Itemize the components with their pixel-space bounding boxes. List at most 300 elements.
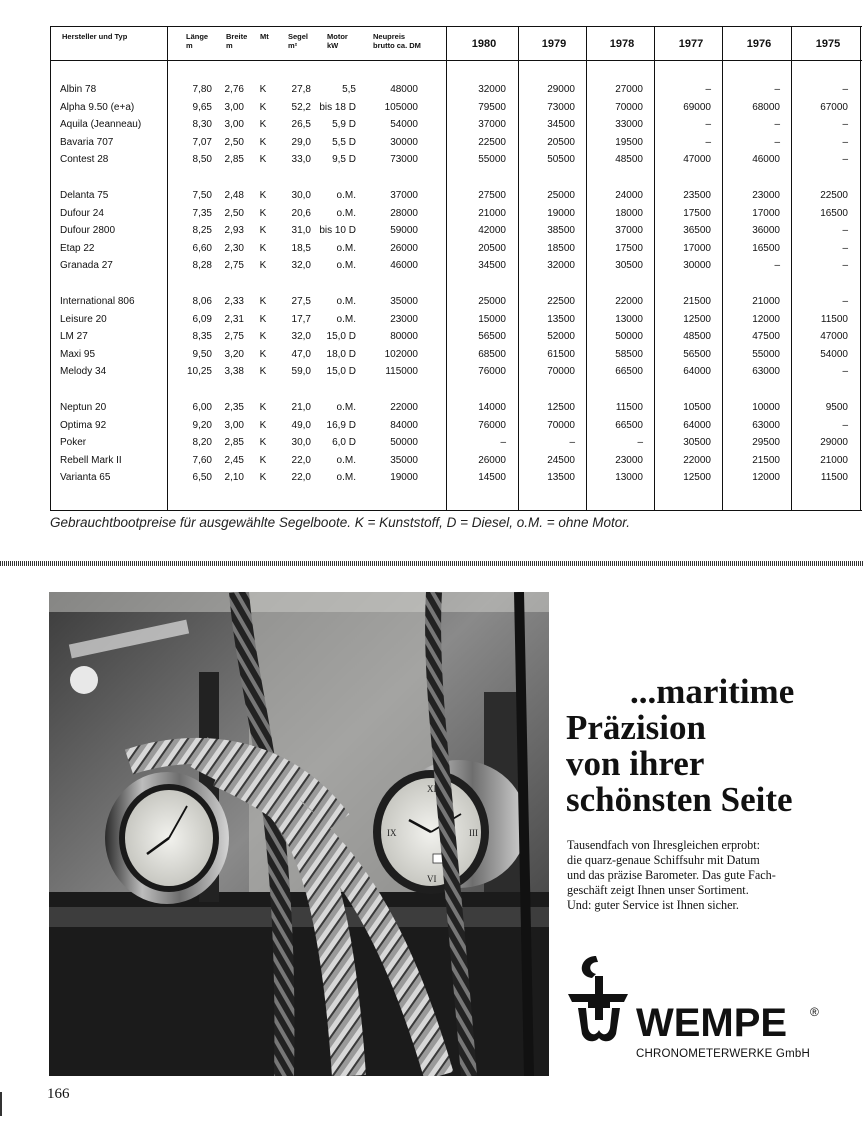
registered-mark: ® [810,1005,819,1019]
cell-price: 23000 [390,313,418,325]
cell-used-price: 55000 [752,348,780,360]
cell-used-price: 47000 [683,154,711,166]
cell-sail: 32,0 [291,260,311,272]
cell-length: 6,09 [192,313,212,325]
cell-length: 9,50 [192,348,212,360]
cell-used-price: 23000 [615,454,643,466]
cell-length: 8,25 [192,225,212,237]
cell-mt: K [259,119,267,131]
cell-price: 115000 [385,366,418,378]
cell-used-price: 24000 [615,190,643,201]
cell-used-price: 14000 [478,402,506,413]
body-line: Und: guter Service ist Ihnen sicher. [567,898,739,912]
cell-used-price: 69000 [683,101,711,113]
cell-used-price: 73000 [547,101,575,113]
cell-used-price: 58500 [615,348,643,360]
cell-used-price: 16500 [820,207,848,219]
cell-name: International 806 [60,296,135,307]
cell-used-price: – [774,84,780,95]
cell-engine: 15,0 D [326,366,356,378]
table-border-right [860,26,861,511]
cell-length: 7,50 [192,190,212,201]
header-length-unit: m [186,41,193,50]
cell-used-price: 34500 [547,119,575,131]
cell-used-price: 22500 [547,296,575,307]
header-year: 1978 [609,38,635,50]
cell-beam: 2,75 [224,331,244,343]
cell-used-price: 14500 [478,472,506,484]
cell-used-price: 29500 [752,437,780,449]
used-boat-price-table [50,26,862,511]
cell-used-price: 11500 [615,402,643,413]
cell-price: 102000 [384,348,418,360]
cell-engine: 9,5 D [332,154,356,166]
ad-body-text [567,838,817,913]
cell-price: 30000 [390,136,418,148]
cell-used-price: 27500 [478,190,506,201]
cell-name: Aquila (Jeanneau) [60,119,142,131]
cell-engine: 5,9 D [332,119,356,131]
header-beam [226,32,247,50]
cell-length: 9,65 [192,101,212,113]
cell-used-price: 17000 [683,242,711,254]
cell-engine: o.M. [336,472,356,484]
cell-mt: K [259,296,267,307]
cell-used-price: 32000 [478,84,506,95]
table-col-divider [654,26,655,511]
cell-used-price: 21500 [683,296,711,307]
cell-sail: 29,0 [291,136,311,148]
cell-engine: o.M. [336,190,356,201]
header-year: 1980 [471,38,497,50]
cell-used-price: 13000 [615,313,643,325]
cell-beam: 2,30 [224,242,244,254]
cell-used-price: 61500 [547,348,575,360]
cell-used-price: 64000 [683,366,711,378]
cell-sail: 59,0 [291,366,311,378]
cell-used-price: 12500 [683,313,711,325]
cell-price: 84000 [390,419,418,431]
header-material: Mt [260,32,269,41]
cell-mt: K [259,402,267,413]
cell-used-price: 29000 [547,84,575,95]
cell-used-price: – [774,119,780,131]
cell-price: 19000 [390,472,418,484]
table-top-rule [50,26,862,27]
cell-price: 59000 [390,225,418,237]
cell-mt: K [259,84,267,95]
cell-price: 35000 [390,296,418,307]
header-year: 1975 [815,38,841,50]
header-year: 1976 [746,38,772,50]
header-beam-unit: m [226,41,233,50]
cell-used-price: 18000 [615,207,643,219]
page-divider [0,561,864,566]
header-engine [327,32,348,50]
cell-name: Granada 27 [60,260,113,272]
cell-used-price: – [705,84,711,95]
cell-used-price: 17500 [683,207,711,219]
cell-beam: 3,00 [224,419,244,431]
cell-beam: 2,85 [224,154,244,166]
cell-name: Rebell Mark II [60,454,122,466]
cell-used-price: 70000 [615,101,643,113]
cell-used-price: 70000 [547,366,575,378]
cell-used-price: 23500 [683,190,711,201]
cell-used-price: – [842,136,848,148]
cell-length: 6,60 [192,242,212,254]
cell-mt: K [259,331,267,343]
cell-mt: K [259,419,267,431]
cell-sail: 20,6 [291,207,311,219]
header-length [186,32,208,50]
cell-length: 10,25 [186,366,212,378]
cell-sail: 32,0 [291,331,311,343]
header-sail [288,32,308,50]
cell-length: 8,50 [192,154,212,166]
cell-engine: 5,5 [342,84,356,95]
cell-used-price: 30000 [683,260,711,272]
cell-engine: o.M. [336,296,356,307]
cell-used-price: 36000 [752,225,780,237]
cell-used-price: – [842,366,848,378]
cell-used-price: 24500 [547,454,575,466]
cell-engine: o.M. [336,402,356,413]
cell-used-price: 10000 [752,402,780,413]
cell-mt: K [259,207,267,219]
cell-length: 8,30 [192,119,212,131]
wempe-anchor-icon [566,950,826,1045]
cell-used-price: 11500 [820,313,848,325]
cell-used-price: – [569,437,575,449]
cell-used-price: 13500 [547,313,575,325]
headline-line: schönsten Seite [566,780,793,819]
cell-used-price: 30500 [683,437,711,449]
cell-sail: 30,0 [291,190,311,201]
cell-name: Maxi 95 [60,348,96,360]
cell-beam: 3,38 [224,366,244,378]
cell-used-price: – [705,136,711,148]
cell-sail: 22,0 [291,472,311,484]
cell-used-price: – [842,419,848,431]
cell-used-price: 21000 [478,207,506,219]
header-engine-label: Motor [327,32,348,41]
header-manufacturer: Hersteller und Typ [62,32,128,41]
cell-name: Etap 22 [60,242,95,254]
header-price-new-sub: brutto ca. DM [373,41,421,50]
cell-mt: K [259,260,267,272]
cell-beam: 2,76 [224,84,244,95]
cell-used-price: 12000 [752,313,780,325]
cell-used-price: – [500,437,506,449]
cell-engine: 16,9 D [326,419,356,431]
cell-used-price: 76000 [478,419,506,431]
cell-engine: bis 10 D [319,225,356,237]
cell-used-price: 22000 [683,454,711,466]
cell-used-price: 22000 [615,296,643,307]
cell-used-price: 25000 [478,296,506,307]
headline-line: Präzision [566,708,706,747]
cell-length: 8,20 [192,437,212,449]
cell-engine: 6,0 D [332,437,356,449]
cell-beam: 2,10 [224,472,244,484]
cell-used-price: 16500 [752,242,780,254]
cell-price: 105000 [384,101,418,113]
cell-used-price: 9500 [825,402,848,413]
cell-beam: 2,35 [224,402,244,413]
cell-length: 7,60 [192,454,212,466]
cell-sail: 18,5 [291,242,311,254]
header-sail-label: Segel [288,32,309,41]
cell-used-price: 15000 [478,313,506,325]
cell-beam: 2,33 [224,296,244,307]
cell-used-price: – [637,437,643,449]
cell-used-price: 33000 [615,119,643,131]
cell-name: Melody 34 [60,366,107,378]
cell-mt: K [259,225,267,237]
cell-used-price: 21000 [820,454,848,466]
cell-mt: K [259,454,267,466]
cell-used-price: 76000 [478,366,506,378]
cell-used-price: 50000 [615,331,643,343]
cell-beam: 2,85 [224,437,244,449]
page-number: 166 [47,1086,70,1102]
cell-name: Dufour 2800 [60,225,116,237]
cell-used-price: – [705,119,711,131]
cell-length: 7,35 [192,207,212,219]
cell-price: 35000 [390,454,418,466]
cell-used-price: 12500 [683,472,711,484]
svg-text:XII: XII [427,784,440,794]
cell-price: 26000 [390,242,418,254]
page-edge-mark [0,1092,2,1116]
cell-used-price: – [842,225,848,237]
cell-used-price: 36500 [683,225,711,237]
cell-used-price: 66500 [615,366,643,378]
cell-sail: 21,0 [291,402,311,413]
cell-beam: 2,45 [224,454,244,466]
header-length-label: Länge [186,32,209,41]
table-col-divider [518,26,519,511]
body-line: geschäft zeigt Ihnen unser Sortiment. [567,883,749,897]
cell-used-price: 52000 [547,331,575,343]
cell-engine: 5,5 D [332,136,356,148]
cell-used-price: 68000 [752,101,780,113]
cell-price: 54000 [390,119,418,131]
cell-name: Alpha 9.50 (e+a) [60,101,135,113]
cell-used-price: 37000 [478,119,506,131]
cell-used-price: 66500 [615,419,643,431]
cell-used-price: 11500 [820,472,848,484]
cell-sail: 17,7 [291,313,311,325]
cell-used-price: 34500 [478,260,506,272]
cell-used-price: 38500 [547,225,575,237]
cell-length: 7,80 [192,84,212,95]
cell-price: 80000 [390,331,418,343]
table-col-divider [446,26,447,511]
cell-used-price: 21500 [752,454,780,466]
cell-used-price: 50500 [547,154,575,166]
cell-name: Albin 78 [60,84,97,95]
ad-headline [566,674,816,818]
cell-engine: o.M. [336,207,356,219]
cell-price: 50000 [390,437,418,449]
table-bottom-rule [50,510,862,511]
cell-used-price: 47500 [752,331,780,343]
cell-used-price: 67000 [820,101,848,113]
table-header-rule [50,60,862,61]
cell-name: Dufour 24 [60,207,104,219]
header-engine-unit: kW [327,41,339,50]
cell-used-price: 79500 [478,101,506,113]
cell-used-price: 46000 [752,154,780,166]
cell-used-price: 32000 [547,260,575,272]
cell-length: 7,07 [192,136,212,148]
table-border-left [50,26,51,511]
cell-sail: 27,8 [291,84,311,95]
brand-wordmark: WEMPE [636,1001,788,1045]
cell-beam: 2,50 [224,207,244,219]
cell-name: Delanta 75 [60,190,109,201]
cell-used-price: 19000 [547,207,575,219]
cell-sail: 49,0 [291,419,311,431]
cell-used-price: 63000 [752,366,780,378]
cell-engine: o.M. [336,242,356,254]
cell-beam: 2,75 [224,260,244,272]
body-line: Tausendfach von Ihresgleichen erprobt: [567,838,761,852]
cell-used-price: – [842,242,848,254]
cell-sail: 27,5 [291,296,311,307]
cell-mt: K [259,472,267,484]
cell-mt: K [259,437,267,449]
cell-used-price: 64000 [683,419,711,431]
cell-price: 28000 [390,207,418,219]
cell-used-price: – [842,296,848,307]
cell-engine: o.M. [336,454,356,466]
cell-used-price: 17000 [752,207,780,219]
cell-length: 8,28 [192,260,212,272]
table-col-divider [586,26,587,511]
cell-engine: o.M. [336,260,356,272]
cell-used-price: 22500 [820,190,848,201]
cell-mt: K [259,242,267,254]
brand-subtitle: CHRONOMETERWERKE GmbH [636,1048,810,1060]
cell-engine: o.M. [336,313,356,325]
cell-name: LM 27 [60,331,88,343]
cell-price: 37000 [390,190,418,201]
cell-sail: 31,0 [291,225,311,237]
svg-text:VI: VI [427,874,437,884]
ad-photo-clock-barometer [49,592,549,1076]
cell-used-price: 70000 [547,419,575,431]
cell-length: 8,06 [192,296,212,307]
cell-engine: 18,0 D [326,348,356,360]
cell-mt: K [259,366,267,378]
table-col-divider [167,26,168,511]
cell-price: 48000 [390,84,418,95]
cell-used-price: – [842,119,848,131]
cell-price: 73000 [390,154,418,166]
cell-price: 46000 [390,260,418,272]
cell-used-price: – [774,136,780,148]
cell-price: 22000 [390,402,418,413]
cell-beam: 3,20 [224,348,244,360]
cell-used-price: 63000 [752,419,780,431]
cell-used-price: – [842,260,848,272]
cell-name: Neptun 20 [60,402,107,413]
cell-used-price: 56500 [683,348,711,360]
cell-name: Varianta 65 [60,472,111,484]
cell-used-price: 27000 [615,84,643,95]
cell-mt: K [259,154,267,166]
header-price-new-label: Neupreis [373,32,406,41]
cell-sail: 30,0 [291,437,311,449]
table-col-divider [791,26,792,511]
cell-used-price: 23000 [752,190,780,201]
photo-illustration [49,592,549,1076]
body-line: und das präzise Barometer. Das gute Fach- [567,868,776,882]
cell-used-price: 68500 [478,348,506,360]
cell-used-price: 42000 [478,225,506,237]
header-price-new [373,32,421,50]
table-caption: Gebrauchtbootpreise für ausgewählte Segelboote. K = Kunststoff, D = Diesel, o.M. = ohne Motor. [50,515,630,530]
cell-used-price: 29000 [820,437,848,449]
headline-line: von ihrer [566,744,705,783]
cell-sail: 52,2 [291,101,311,113]
header-year: 1977 [678,38,704,50]
cell-name: Contest 28 [60,154,109,166]
cell-used-price: – [842,154,848,166]
cell-used-price: 26000 [478,454,506,466]
cell-engine: bis 18 D [319,101,356,113]
cell-sail: 33,0 [291,154,311,166]
cell-mt: K [259,348,267,360]
header-sail-unit: m² [288,41,298,50]
cell-beam: 2,93 [224,225,244,237]
cell-name: Bavaria 707 [60,136,114,148]
cell-used-price: 10500 [683,402,711,413]
cell-name: Optima 92 [60,419,107,431]
cell-used-price: 18500 [547,242,575,254]
cell-length: 8,35 [192,331,212,343]
cell-used-price: 48500 [615,154,643,166]
cell-length: 9,20 [192,419,212,431]
cell-sail: 22,0 [291,454,311,466]
cell-used-price: 37000 [615,225,643,237]
cell-mt: K [259,190,267,201]
header-beam-label: Breite [226,32,248,41]
cell-used-price: – [842,84,848,95]
cell-name: Leisure 20 [60,313,107,325]
cell-used-price: 13000 [615,472,643,484]
cell-beam: 3,00 [224,101,244,113]
cell-used-price: 30500 [615,260,643,272]
cell-used-price: 48500 [683,331,711,343]
cell-used-price: 20500 [547,136,575,148]
cell-mt: K [259,101,267,113]
cell-used-price: 25000 [547,190,575,201]
cell-sail: 47,0 [291,348,311,360]
cell-used-price: – [774,260,780,272]
cell-used-price: 54000 [820,348,848,360]
cell-used-price: 13500 [547,472,575,484]
cell-sail: 26,5 [291,119,311,131]
cell-mt: K [259,313,267,325]
cell-used-price: 55000 [478,154,506,166]
cell-mt: K [259,136,267,148]
cell-used-price: 56500 [478,331,506,343]
svg-text:III: III [469,828,478,838]
